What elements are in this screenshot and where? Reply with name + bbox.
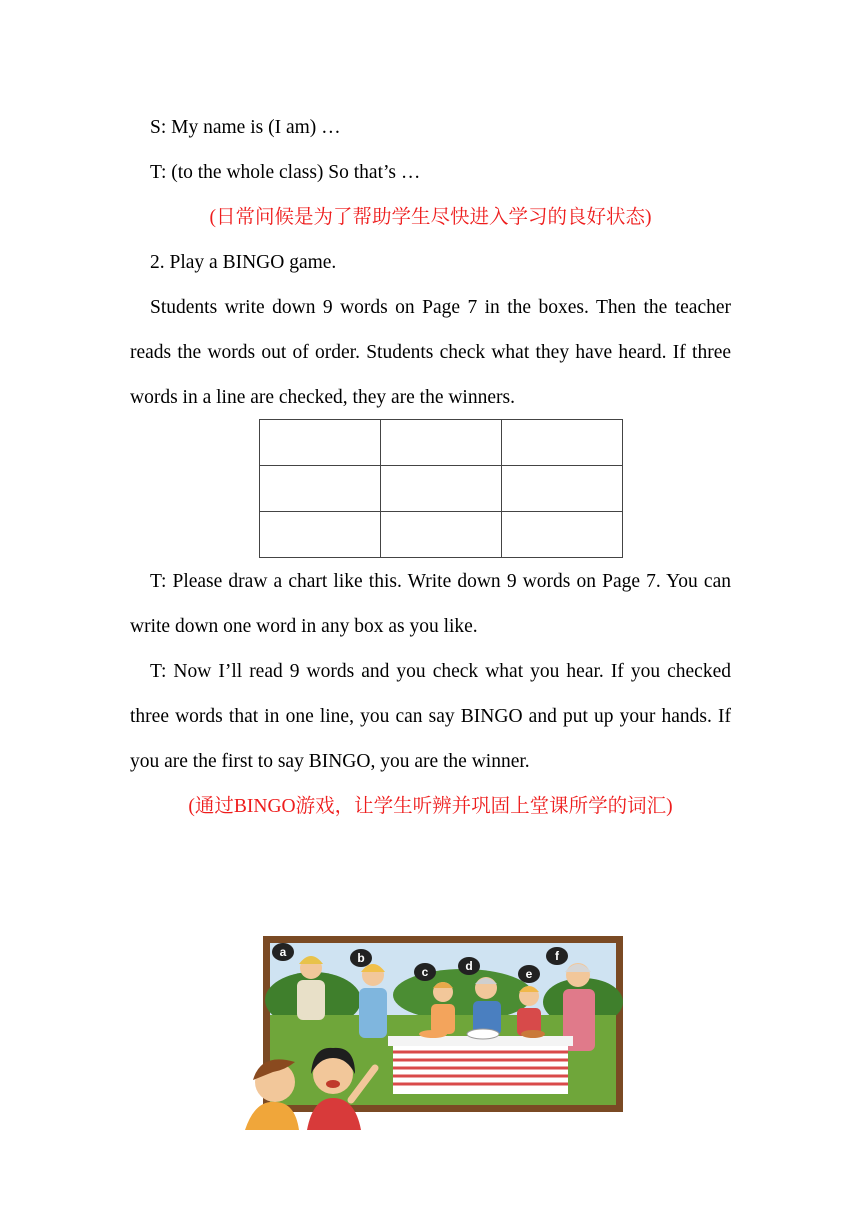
bingo-cell [502, 420, 623, 466]
bingo-cell [381, 420, 502, 466]
svg-text:f: f [555, 949, 559, 963]
bingo-cell [381, 512, 502, 558]
teaching-note-bingo: (通过BINGO游戏，让学生听辨并巩固上堂课所学的词汇) [188, 796, 673, 817]
bingo-row [260, 466, 623, 512]
svg-text:c: c [421, 965, 429, 979]
dialogue-teacher-line: T: (to the whole class) So that’s … [150, 162, 421, 183]
bingo-cell [260, 512, 381, 558]
step-heading-bingo: 2. Play a BINGO game. [150, 252, 337, 273]
teacher-instruction-draw: T: Please draw a chart like this. Write down 9 words on Page 7. You can write down one word in any box as you like. [130, 571, 731, 637]
teacher-instruction-read: T: Now I’ll read 9 words and you check what you hear. If you checked three words that in one line, you can say BINGO and put up your hands. If you are the first to say BINGO, you are the winner. [130, 661, 731, 772]
svg-text:d: d [465, 959, 473, 973]
person-c [431, 982, 455, 1034]
label-d [458, 957, 480, 975]
svg-text:e: e [525, 967, 533, 981]
dialogue-student-line: S: My name is (I am) … [150, 117, 341, 138]
bingo-instructions: Students write down 9 words on Page 7 in the boxes. Then the teacher reads the words out of order. Students check what they have heard. If three words in a line are checked, they are the winners. [130, 297, 731, 408]
label-a [272, 943, 294, 961]
bingo-cell [260, 466, 381, 512]
bingo-cell [260, 420, 381, 466]
person-a [297, 956, 325, 1020]
person-e [517, 986, 541, 1036]
bingo-cell [502, 512, 623, 558]
svg-text:b: b [357, 951, 365, 965]
family-picnic-illustration [233, 930, 629, 1135]
bingo-cell [502, 466, 623, 512]
teaching-note-greeting: (日常问候是为了帮助学生尽快进入学习的良好状态) [209, 207, 652, 228]
label-f [546, 947, 568, 965]
label-b [350, 949, 372, 967]
bingo-cell [381, 466, 502, 512]
person-b [359, 964, 387, 1038]
bingo-row [260, 512, 623, 558]
bingo-row [260, 420, 623, 466]
bingo-grid [259, 419, 623, 558]
picnic-table [388, 1029, 573, 1094]
label-c [414, 963, 436, 981]
label-e [518, 965, 540, 983]
svg-text:a: a [279, 945, 287, 959]
